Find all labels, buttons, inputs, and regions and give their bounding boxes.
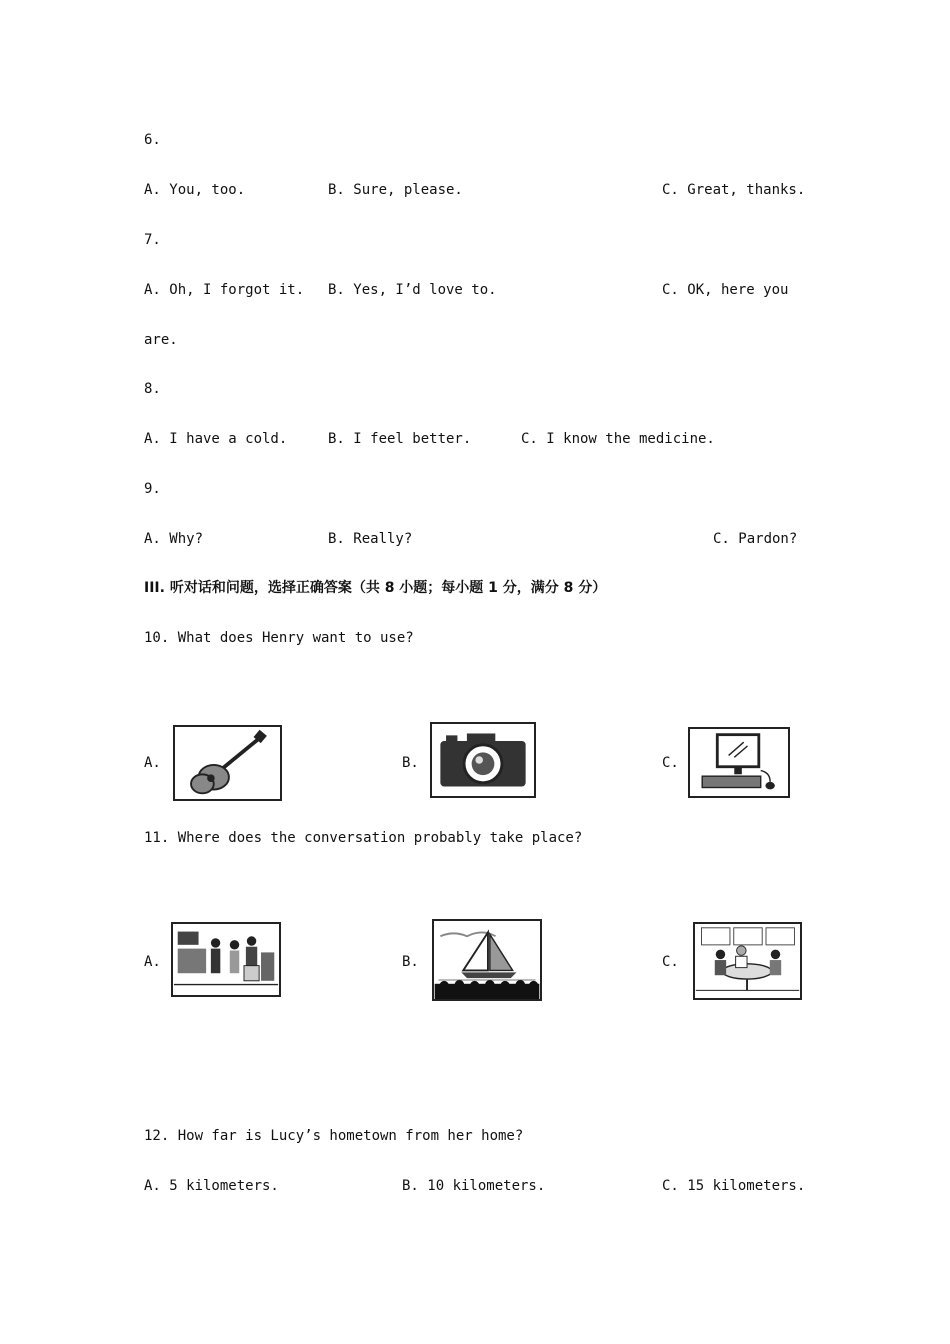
q7-option-c: C. OK, here you bbox=[662, 282, 789, 298]
q10-label-a: A. bbox=[144, 755, 161, 771]
q7-option-b: B. Yes, I’d love to. bbox=[328, 282, 497, 298]
q12-option-c: C. 15 kilometers. bbox=[662, 1178, 806, 1194]
q10-label-b: B. bbox=[402, 755, 419, 771]
q11-label-a: A. bbox=[144, 954, 161, 970]
q9-option-a: A. Why? bbox=[144, 531, 204, 547]
q6-option-a: A. You, too. bbox=[144, 182, 246, 198]
restaurant-scene-icon bbox=[693, 922, 802, 1000]
q12-question: 12. How far is Lucy’s hometown from her home? bbox=[144, 1128, 524, 1144]
q9-option-b: B. Really? bbox=[328, 531, 413, 547]
q9-number: 9. bbox=[144, 481, 161, 497]
q7-option-a: A. Oh, I forgot it. bbox=[144, 282, 305, 298]
section-3-heading: III. 听对话和问题，选择正确答案（共 8 小题；每小题 1 分，满分 8 分） bbox=[144, 580, 607, 596]
q12-option-a: A. 5 kilometers. bbox=[144, 1178, 279, 1194]
q8-option-a: A. I have a cold. bbox=[144, 431, 288, 447]
q8-option-b: B. I feel better. bbox=[328, 431, 472, 447]
q10-question: 10. What does Henry want to use? bbox=[144, 630, 414, 646]
q8-number: 8. bbox=[144, 381, 161, 397]
guitar-icon bbox=[173, 725, 282, 801]
q11-label-b: B. bbox=[402, 954, 419, 970]
q8-option-c: C. I know the medicine. bbox=[521, 431, 715, 447]
camera-icon bbox=[430, 722, 536, 798]
shop-scene-icon bbox=[171, 922, 281, 997]
q12-option-b: B. 10 kilometers. bbox=[402, 1178, 546, 1194]
q9-option-c: C. Pardon? bbox=[713, 531, 798, 547]
q6-option-b: B. Sure, please. bbox=[328, 182, 463, 198]
q7-number: 7. bbox=[144, 232, 161, 248]
q6-number: 6. bbox=[144, 132, 161, 148]
computer-icon bbox=[688, 727, 790, 798]
q11-label-c: C. bbox=[662, 954, 679, 970]
q10-label-c: C. bbox=[662, 755, 679, 771]
q11-question: 11. Where does the conversation probably take place? bbox=[144, 830, 583, 846]
q6-option-c: C. Great, thanks. bbox=[662, 182, 806, 198]
cinema-sailboat-icon bbox=[432, 919, 542, 1001]
q7-option-c-continued: are. bbox=[144, 332, 178, 348]
